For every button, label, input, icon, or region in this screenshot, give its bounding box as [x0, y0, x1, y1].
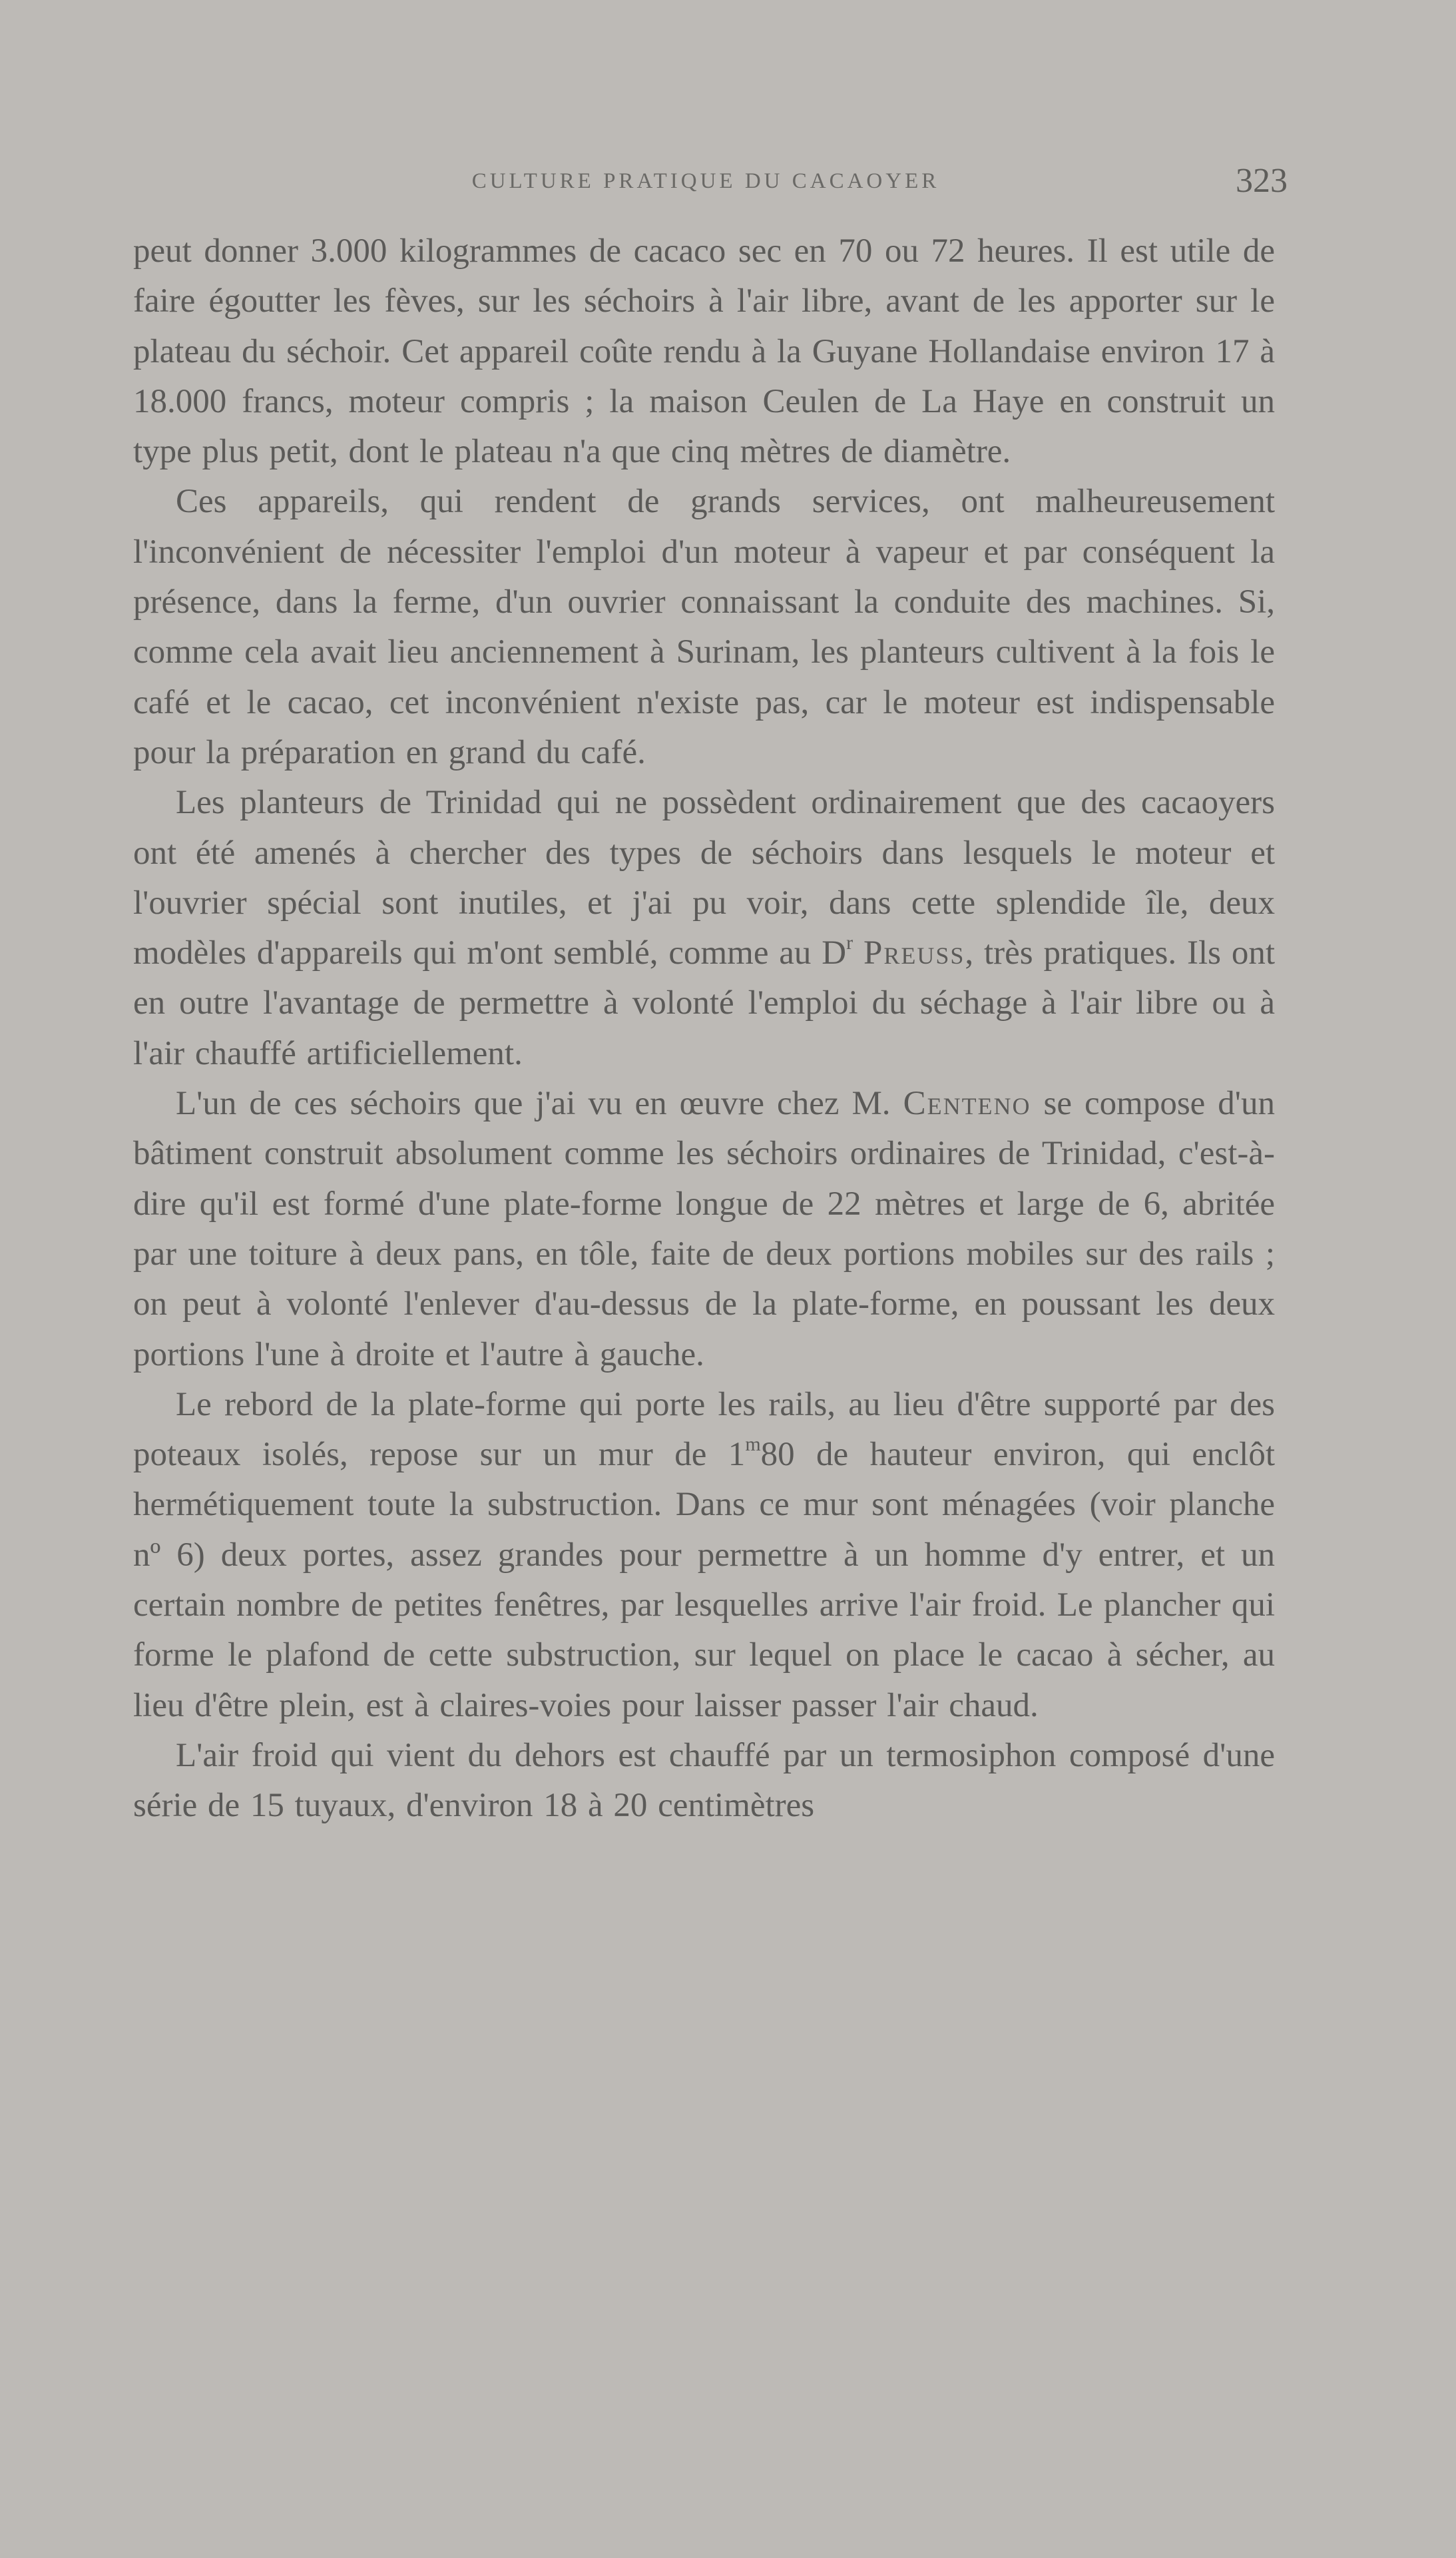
- person-name-preuss: Preuss: [863, 934, 965, 972]
- person-name-centeno: Centeno: [903, 1085, 1031, 1123]
- page-number: 323: [1236, 162, 1288, 200]
- paragraph-3: [133, 778, 1275, 1079]
- paragraph-6: [133, 1731, 1275, 1831]
- paragraph-5-text-end: 80 de hauteur environ, qui enclôt hermétiquement toute la substruction. Dans ce mur sont ménagées (voir planche nº 6) deux portes, assez grandes pour permettre à un homme d'y entrer, et un certain nombre de petites fenêtres, par lesquelles arrive l'air froid. Le plancher qui forme le plafond de cette substruction, sur lequel on place le cacao à sécher, au lieu d'être plein, est à claires-voies pour laisser passer l'air chaud.: [133, 1436, 1275, 1724]
- paragraph-4-text-start: L'un de ces séchoirs que j'ai vu en œuvre chez M.: [176, 1085, 903, 1123]
- paragraph-2: [133, 477, 1275, 778]
- paragraph-1: [133, 226, 1275, 477]
- doctor-abbrev-superscript: r: [846, 932, 853, 954]
- paragraph-5: [133, 1380, 1275, 1731]
- paragraph-6-text: L'air froid qui vient du dehors est chauffé par un termosiphon composé d'une série de 15 tuyaux, d'environ 18 à 20 centimètres: [133, 1736, 1275, 1825]
- paragraph-3-text-end: , très pratiques. Ils ont en outre l'avantage de permettre à volonté l'emploi du séchage à l'air libre ou à l'air chauffé artificiellement.: [133, 934, 1275, 1072]
- paragraph-3-text-start: Les planteurs de Trinidad qui ne possèdent ordinairement que des cacaoyers ont été amenés à chercher des types de séchoirs dans lesquels le moteur et l'ouvrier spécial sont inutiles, et j'ai pu voir, dans cette splendide île, deux modèles d'appareils qui m'ont semblé, comme au D: [133, 784, 1275, 972]
- running-title: CULTURE PRATIQUE DU CACAOYER: [471, 169, 940, 193]
- paragraph-5-text-start: Le rebord de la plate-forme qui porte les rails, au lieu d'être supporté par des poteaux isolés, repose sur un mur de 1: [133, 1385, 1275, 1474]
- page-header: [133, 162, 1288, 205]
- body-text: [133, 226, 1275, 1831]
- paragraph-1-text: peut donner 3.000 kilogrammes de cacaco sec en 70 ou 72 heures. Il est utile de faire égoutter les fèves, sur les séchoirs à l'air libre, avant de les apporter sur le plateau du séchoir. Cet appareil coûte rendu à la Guyane Hollandaise environ 17 à 18.000 francs, moteur compris ; la maison Ceulen de La Haye en construit un type plus petit, dont le plateau n'a que cinq mètres de diamètre.: [133, 232, 1275, 471]
- paragraph-2-text: Ces appareils, qui rendent de grands services, ont malheureusement l'inconvénient de nécessiter l'emploi d'un moteur à vapeur et par conséquent la présence, dans la ferme, d'un ouvrier connaissant la conduite des machines. Si, comme cela avait lieu anciennement à Surinam, les planteurs cultivent à la fois le café et le cacao, cet inconvénient n'existe pas, car le moteur est indispensable pour la préparation en grand du café.: [133, 483, 1275, 771]
- paragraph-4-text-end: se compose d'un bâtiment construit absolument comme les séchoirs ordinaires de Trinidad, c'est-à-dire qu'il est formé d'une plate-forme longue de 22 mètres et large de 6, abritée par une toiture à deux pans, en tôle, faite de deux portions mobiles sur des rails ; on peut à volonté l'enlever d'au-dessus de la plate-forme, en poussant les deux portions l'une à droite et l'autre à gauche.: [133, 1085, 1275, 1373]
- meter-unit-superscript: m: [745, 1433, 761, 1456]
- paragraph-4: [133, 1079, 1275, 1380]
